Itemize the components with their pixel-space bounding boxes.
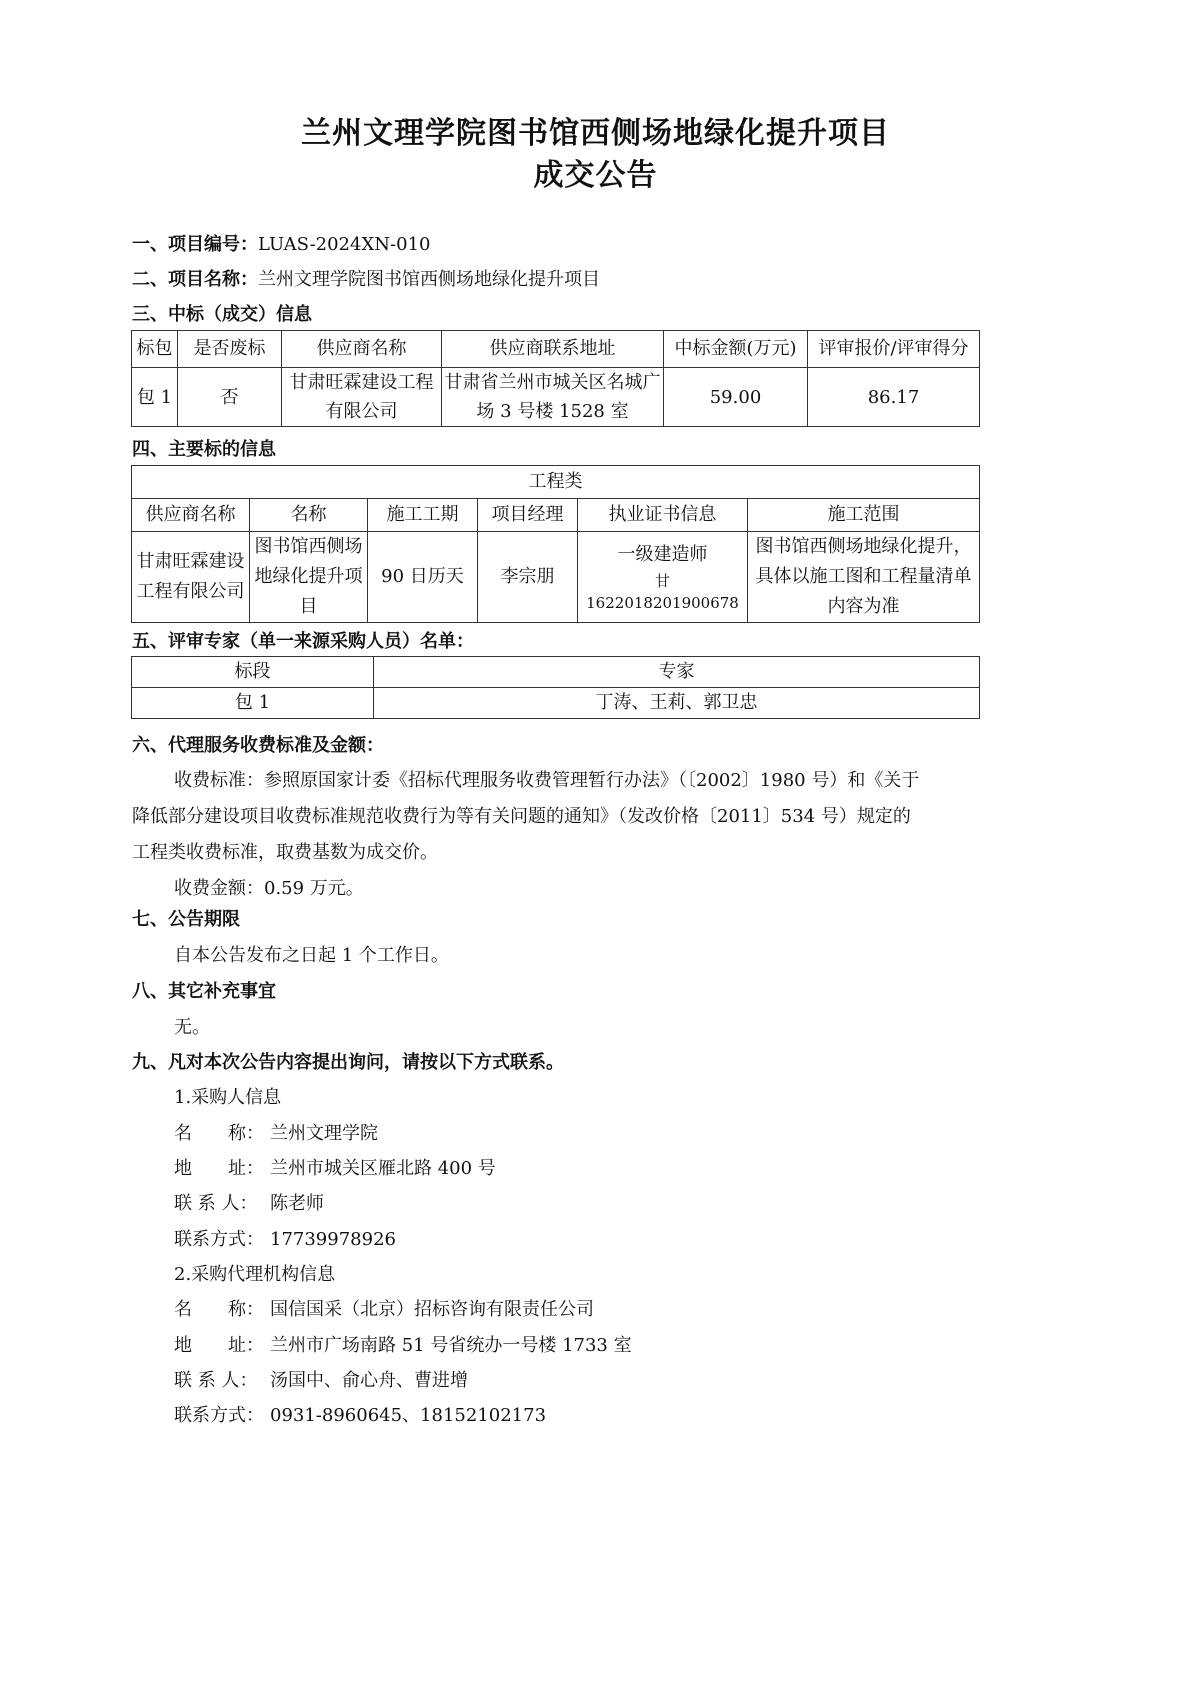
agency-address: 兰州市广场南路 51 号省统办一号楼 1733 室 <box>270 1335 632 1356</box>
column-header: 施工工期 <box>368 499 478 532</box>
section-heading-7: 七、公告期限 <box>132 909 240 930</box>
agency-contact: 汤国中、俞心舟、曹进增 <box>270 1370 468 1391</box>
column-header: 中标金额(万元) <box>664 331 808 368</box>
subject-info-table <box>131 465 980 623</box>
notice-period-text: 自本公告发布之日起 1 个工作日。 <box>174 945 449 966</box>
purchaser-name: 兰州文理学院 <box>270 1123 378 1144</box>
purchaser-address: 兰州市城关区雁北路 400 号 <box>270 1158 496 1179</box>
column-header: 供应商名称 <box>132 499 250 532</box>
column-header: 标包 <box>132 331 178 368</box>
award-amount-cell: 59.00 <box>664 368 808 427</box>
period-cell: 90 日历天 <box>368 532 478 623</box>
manager-cell: 李宗朋 <box>478 532 578 623</box>
score-cell: 86.17 <box>808 368 980 427</box>
table-header-row <box>132 499 980 532</box>
certificate-cell <box>578 532 748 623</box>
fee-standard-line: 工程类收费标准，取费基数为成交价。 <box>132 842 438 863</box>
package-cell: 包 1 <box>132 368 178 427</box>
table-header-row <box>132 657 980 688</box>
column-header: 是否废标 <box>178 331 282 368</box>
purchaser-name-line: 名 称： 兰州文理学院 <box>174 1123 378 1144</box>
project-name-cell: 图书馆西侧场地绿化提升项目 <box>250 532 368 623</box>
abandoned-cell: 否 <box>178 368 282 427</box>
purchaser-title: 1.采购人信息 <box>174 1087 282 1108</box>
certificate-title: 一级建造师 <box>617 544 708 565</box>
section-heading-1: 一、项目编号： <box>132 234 258 255</box>
purchaser-address-line: 地 址： 兰州市城关区雁北路 400 号 <box>174 1158 496 1179</box>
fee-amount: 收费金额：0.59 万元。 <box>174 878 364 899</box>
purchaser-phone: 17739978926 <box>270 1229 396 1250</box>
category-cell: 工程类 <box>132 466 980 499</box>
fee-standard-paragraph <box>132 763 980 907</box>
agency-name-line: 名 称： 国信国采（北京）招标咨询有限责任公司 <box>174 1299 594 1320</box>
column-header: 供应商联系地址 <box>442 331 664 368</box>
section-heading-4: 四、主要标的信息 <box>132 439 276 460</box>
section-heading-3: 三、中标（成交）信息 <box>132 304 312 325</box>
column-header: 执业证书信息 <box>578 499 748 532</box>
supplier-name-cell: 甘肃旺霖建设工程有限公司 <box>132 532 250 623</box>
column-header: 评审报价/评审得分 <box>808 331 980 368</box>
segment-cell: 包 1 <box>132 688 374 719</box>
section-heading-5: 五、评审专家（单一来源采购人员）名单： <box>132 631 474 652</box>
project-number: LUAS-2024XN-010 <box>258 234 431 255</box>
table-header-row <box>132 331 980 368</box>
experts-cell: 丁涛、王莉、郭卫忠 <box>374 688 980 719</box>
agency-name: 国信国采（北京）招标咨询有限责任公司 <box>270 1299 594 1320</box>
purchaser-contact: 陈老师 <box>270 1193 324 1214</box>
project-name: 兰州文理学院图书馆西侧场地绿化提升项目 <box>258 269 600 290</box>
fee-standard-line: 收费标准：参照原国家计委《招标代理服务收费管理暂行办法》（〔2002〕1980 号）和《关于 <box>174 770 920 791</box>
supplementary-text: 无。 <box>174 1017 210 1038</box>
section-heading-6: 六、代理服务收费标准及金额： <box>132 735 384 756</box>
project-number-line <box>132 232 430 258</box>
category-row <box>132 466 980 499</box>
supplier-name-cell: 甘肃旺霖建设工程有限公司 <box>282 368 442 427</box>
purchaser-phone-line: 联系方式： 17739978926 <box>174 1229 396 1250</box>
agency-phone: 0931-8960645、18152102173 <box>270 1405 547 1426</box>
table-row <box>132 368 980 427</box>
document-subtitle: 成交公告 <box>533 158 658 193</box>
expert-table <box>131 656 980 719</box>
table-row <box>132 532 980 623</box>
section-heading-2: 二、项目名称： <box>132 269 258 290</box>
fee-standard-line: 降低部分建设项目收费标准规范收费行为等有关问题的通知》（发改价格〔2011〕534 号）规定的 <box>132 806 911 827</box>
section-heading-9: 九、凡对本次公告内容提出询问，请按以下方式联系。 <box>132 1052 564 1073</box>
certificate-number: 甘 1622018201900678 <box>586 572 739 612</box>
column-header: 标段 <box>132 657 374 688</box>
scope-cell: 图书馆西侧场地绿化提升，具体以施工图和工程量清单内容为准 <box>748 532 980 623</box>
agency-phone-line: 联系方式： 0931-8960645、18152102173 <box>174 1405 547 1426</box>
table-row <box>132 688 980 719</box>
column-header: 专家 <box>374 657 980 688</box>
agency-title: 2.采购代理机构信息 <box>174 1264 336 1285</box>
column-header: 项目经理 <box>478 499 578 532</box>
agency-contact-line: 联 系 人： 汤国中、俞心舟、曹进增 <box>174 1370 468 1391</box>
award-info-table <box>131 330 980 427</box>
column-header: 名称 <box>250 499 368 532</box>
purchaser-contact-line: 联 系 人： 陈老师 <box>174 1193 324 1214</box>
agency-address-line: 地 址： 兰州市广场南路 51 号省统办一号楼 1733 室 <box>174 1335 632 1356</box>
section-heading-8: 八、其它补充事宜 <box>132 981 276 1002</box>
project-name-line <box>132 267 600 293</box>
supplier-address-cell: 甘肃省兰州市城关区名城广场 3 号楼 1528 室 <box>442 368 664 427</box>
column-header: 施工范围 <box>748 499 980 532</box>
column-header: 供应商名称 <box>282 331 442 368</box>
document-title: 兰州文理学院图书馆西侧场地绿化提升项目 <box>301 116 890 151</box>
